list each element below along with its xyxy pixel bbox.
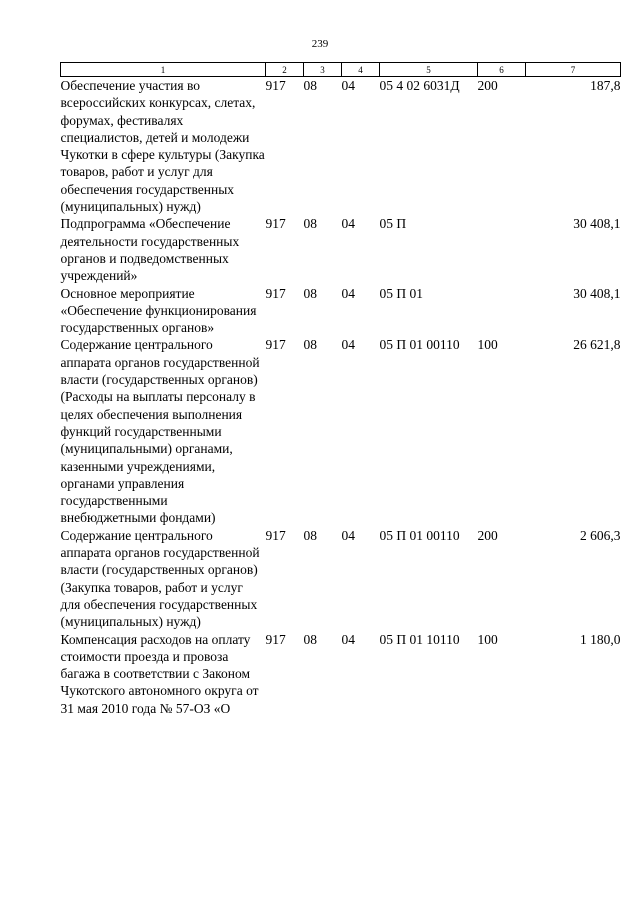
row-subsection: 04 — [341, 285, 355, 301]
column-number: 3 — [304, 63, 342, 77]
row-subsection: 04 — [341, 78, 355, 93]
row-subsection: 04 — [341, 631, 355, 647]
row-name: Компенсация расходов на оплату стоимости проезда и провоза багажа в соответствии с Законом Чукотского автономного округа от 31 мая 2010 года № 57-ОЗ «О — [60, 631, 259, 716]
row-section: 08 — [303, 527, 317, 543]
column-number-row — [61, 63, 621, 77]
row-name: Обеспечение участия во всероссийских конкурсах, слетах, форумах, фестивалях специалистов, детей и молодежи Чукотки в сфере культуры (Закупка товаров, работ и услуг для обеспечения государственных (муниципальных) нужд) — [60, 78, 265, 215]
row-section: 08 — [303, 631, 317, 647]
table-row — [61, 336, 621, 526]
row-amount: 30 408,1 — [573, 216, 621, 232]
row-expense-type: 200 — [477, 527, 498, 543]
row-target-article: 05 П 01 — [379, 285, 423, 301]
row-amount: 1 180,0 — [580, 631, 621, 647]
row-name: Основное мероприятие «Обеспечение функционирования государственных органов» — [60, 285, 257, 336]
column-number: 2 — [266, 63, 304, 77]
row-target-article: 05 П 01 00110 — [379, 527, 460, 543]
row-section: 08 — [303, 285, 317, 301]
column-number: 5 — [380, 63, 478, 77]
row-expense-type: 200 — [477, 78, 498, 93]
row-name: Содержание центрального аппарата органов государственной власти (государственных органов) (Расходы на выплаты персоналу в целях обеспечения выполнения функций государственными (муниципальными) органами, казенными учреждениями, органами управления государственными внебюджетными фондами) — [60, 337, 260, 526]
column-number: 1 — [61, 63, 266, 77]
row-amount: 30 408,1 — [573, 285, 621, 301]
row-grbs: 917 — [265, 337, 286, 353]
row-target-article: 05 П 01 00110 — [379, 337, 460, 353]
column-number: 6 — [478, 63, 526, 77]
row-name: Подпрограмма «Обеспечение деятельности государственных органов и подведомственных учреждений» — [60, 216, 240, 284]
row-amount: 2 606,3 — [580, 527, 621, 543]
row-subsection: 04 — [341, 337, 355, 353]
row-expense-type: 100 — [477, 337, 498, 353]
table-row — [61, 215, 621, 284]
table-row — [61, 285, 621, 337]
row-grbs: 917 — [265, 285, 286, 301]
row-section: 08 — [303, 337, 317, 353]
row-grbs: 917 — [265, 78, 286, 93]
row-subsection: 04 — [341, 527, 355, 543]
column-number: 4 — [342, 63, 380, 77]
row-subsection: 04 — [341, 216, 355, 232]
budget-table — [60, 62, 621, 717]
row-grbs: 917 — [265, 216, 286, 232]
row-section: 08 — [303, 78, 317, 93]
row-expense-type — [478, 285, 526, 337]
row-amount: 26 621,8 — [573, 337, 621, 353]
row-target-article: 05 4 02 6031Д — [379, 78, 460, 93]
table-row — [61, 631, 621, 717]
row-target-article: 05 П 01 10110 — [379, 631, 460, 647]
row-target-article: 05 П — [379, 216, 407, 232]
row-grbs: 917 — [265, 631, 286, 647]
table-row — [61, 77, 621, 216]
row-amount: 187,8 — [590, 78, 621, 93]
row-expense-type — [478, 215, 526, 284]
page-number: 239 — [311, 38, 329, 50]
row-name: Содержание центрального аппарата органов государственной власти (государственных органов) (Закупка товаров, работ и услуг для обеспечения государственных (муниципальных) нужд) — [60, 527, 260, 630]
row-expense-type: 100 — [477, 631, 498, 647]
row-grbs: 917 — [265, 527, 286, 543]
column-number: 7 — [526, 63, 621, 77]
table-row — [61, 527, 621, 631]
row-section: 08 — [303, 216, 317, 232]
